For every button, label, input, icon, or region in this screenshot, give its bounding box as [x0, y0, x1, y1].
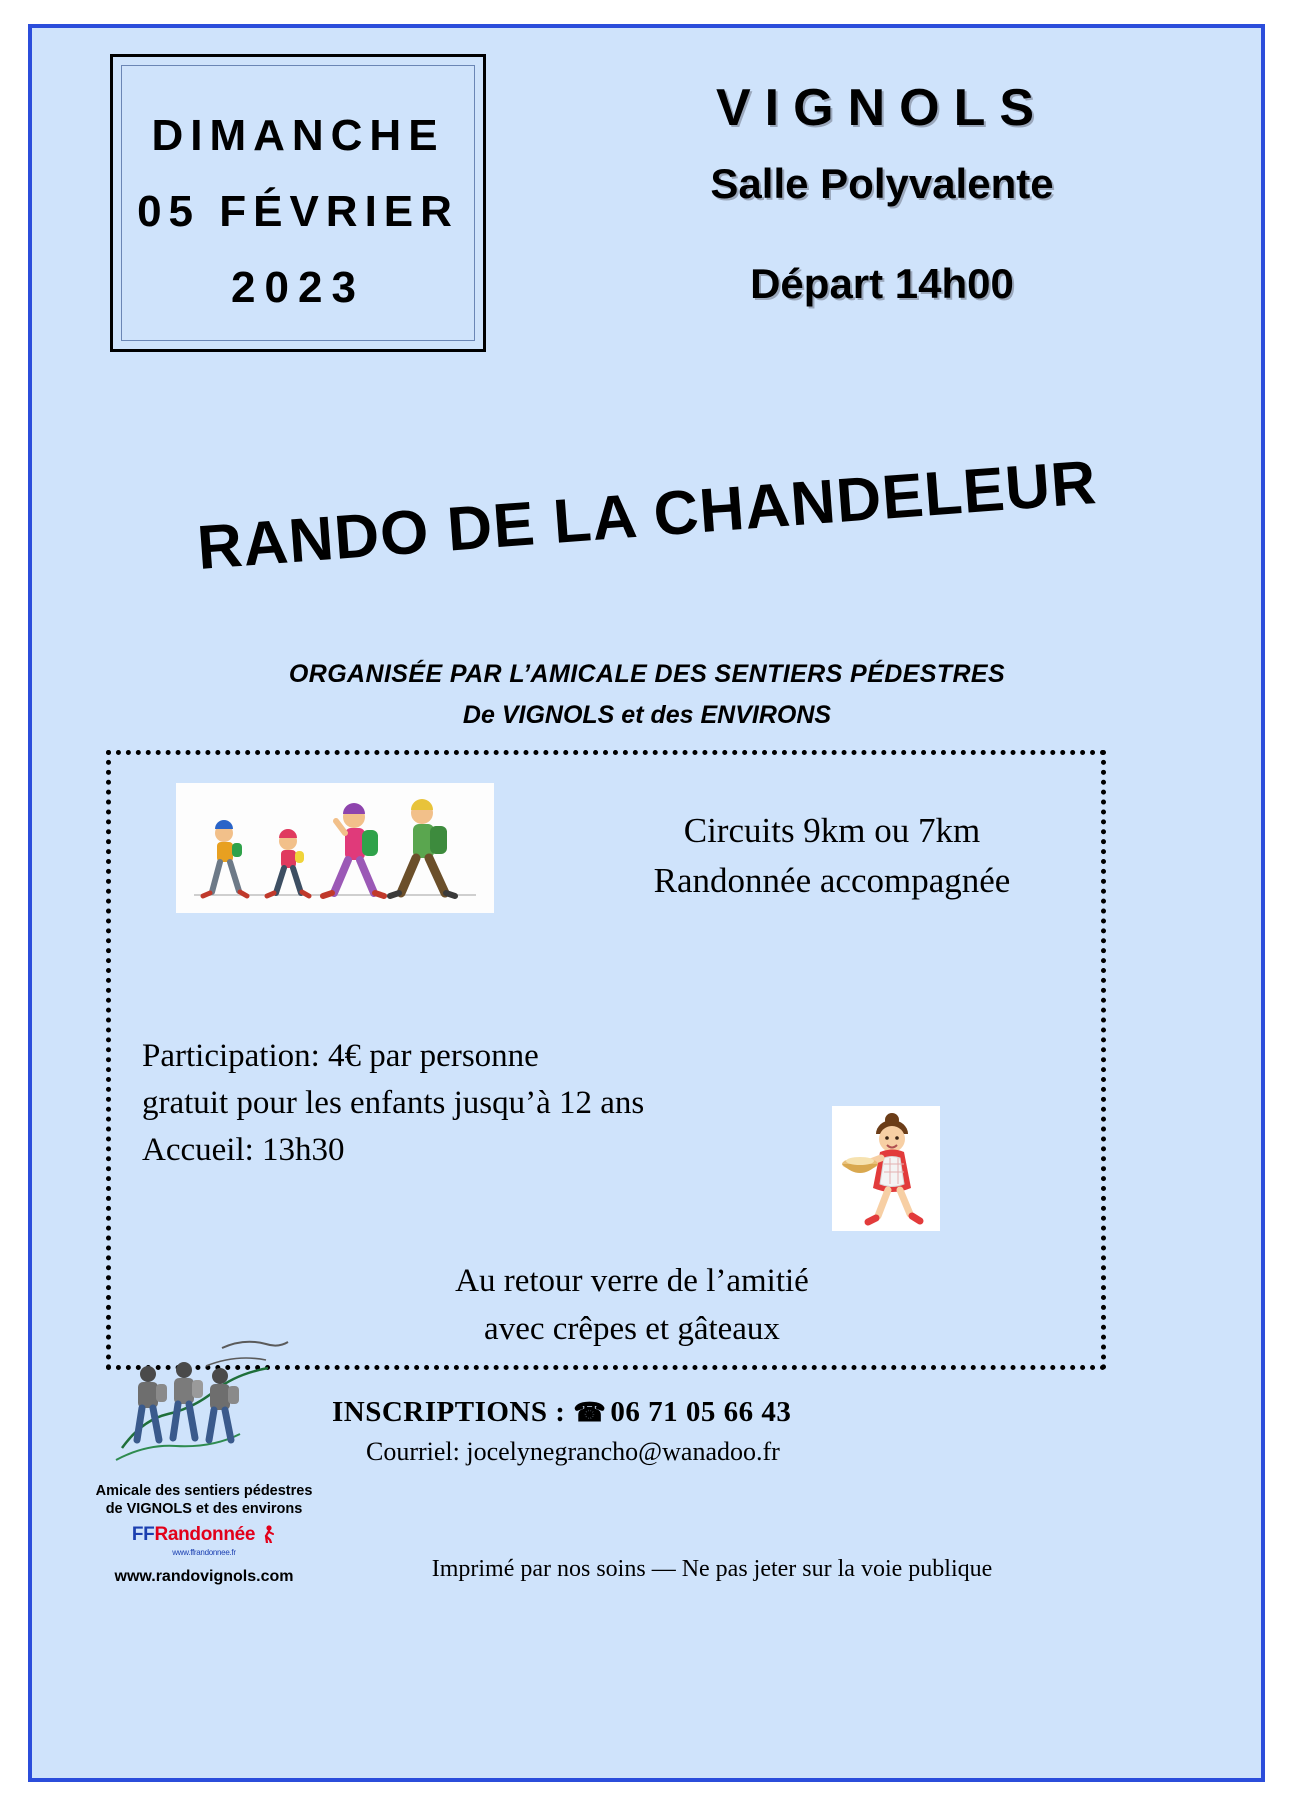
- email-address[interactable]: jocelynegrancho@wanadoo.fr: [466, 1437, 780, 1466]
- email-label: Courriel:: [366, 1437, 460, 1466]
- circuits-line-2: Randonnée accompagnée: [653, 860, 1011, 900]
- organizer-subtitle: [132, 660, 1162, 730]
- association-name-line-1: Amicale des sentiers pédestres: [95, 1483, 313, 1499]
- date-day: DIMANCHE: [151, 111, 445, 160]
- participation-info: [142, 1033, 902, 1174]
- ffrandonnee-logo: [94, 1523, 314, 1558]
- venue-departure-time: Départ 14h00: [750, 260, 1014, 307]
- circuits-info: [532, 806, 1132, 905]
- refreshments-info: [292, 1258, 972, 1354]
- venue-hall: Salle Polyvalente: [710, 160, 1054, 207]
- participation-fee: Participation: 4€ par personne: [142, 1038, 539, 1074]
- venue-block: [532, 78, 1232, 308]
- crepes-cook-illustration: [832, 1106, 940, 1231]
- ff-prefix: FF: [131, 1524, 155, 1546]
- hikers-illustration: [176, 783, 494, 913]
- date-month: 05 FÉVRIER: [137, 187, 459, 236]
- date-year: 2023: [231, 263, 365, 312]
- registration-label: INSCRIPTIONS :: [332, 1396, 566, 1428]
- organizer-line-1: ORGANISÉE PAR L’AMICALE DES SENTIERS PÉDESTRES: [288, 660, 1006, 688]
- circuits-line-1: Circuits 9km ou 7km: [683, 811, 981, 850]
- association-logo-icon: [112, 1330, 297, 1480]
- association-logo-text: [94, 1482, 314, 1587]
- poster-frame: [28, 24, 1265, 1782]
- date-box: [110, 54, 486, 352]
- registration-phone: 06 71 05 66 43: [610, 1396, 792, 1428]
- association-logo-block: [94, 1330, 314, 1590]
- registration-email-line: [366, 1437, 1032, 1467]
- participation-children: gratuit pour les enfants jusqu’à 12 ans: [142, 1084, 645, 1121]
- print-notice: Imprimé par nos soins — Ne pas jeter sur la voie publique: [431, 1556, 993, 1582]
- ff-suffix: Randonnée: [154, 1524, 256, 1546]
- ffrandonnee-url: www.ffrandonnee.fr: [172, 1548, 236, 1557]
- phone-icon: ☎: [573, 1398, 607, 1427]
- registration-block: [332, 1396, 1032, 1467]
- participation-welcome-time: Accueil: 13h30: [142, 1131, 345, 1168]
- ff-walker-icon: [260, 1524, 276, 1545]
- venue-city: VIGNOLS: [715, 79, 1049, 137]
- registration-line: [332, 1396, 1032, 1429]
- organizer-line-2: De VIGNOLS et des ENVIRONS: [462, 701, 832, 729]
- association-website[interactable]: www.randovignols.com: [114, 1568, 294, 1585]
- refreshments-line-1: Au retour verre de l’amitié: [455, 1263, 809, 1299]
- page-title: RANDO DE LA CHANDELEUR: [194, 448, 1100, 583]
- association-name-line-2: de VIGNOLS et des environs: [105, 1501, 303, 1518]
- refreshments-line-2: avec crêpes et gâteaux: [484, 1310, 780, 1347]
